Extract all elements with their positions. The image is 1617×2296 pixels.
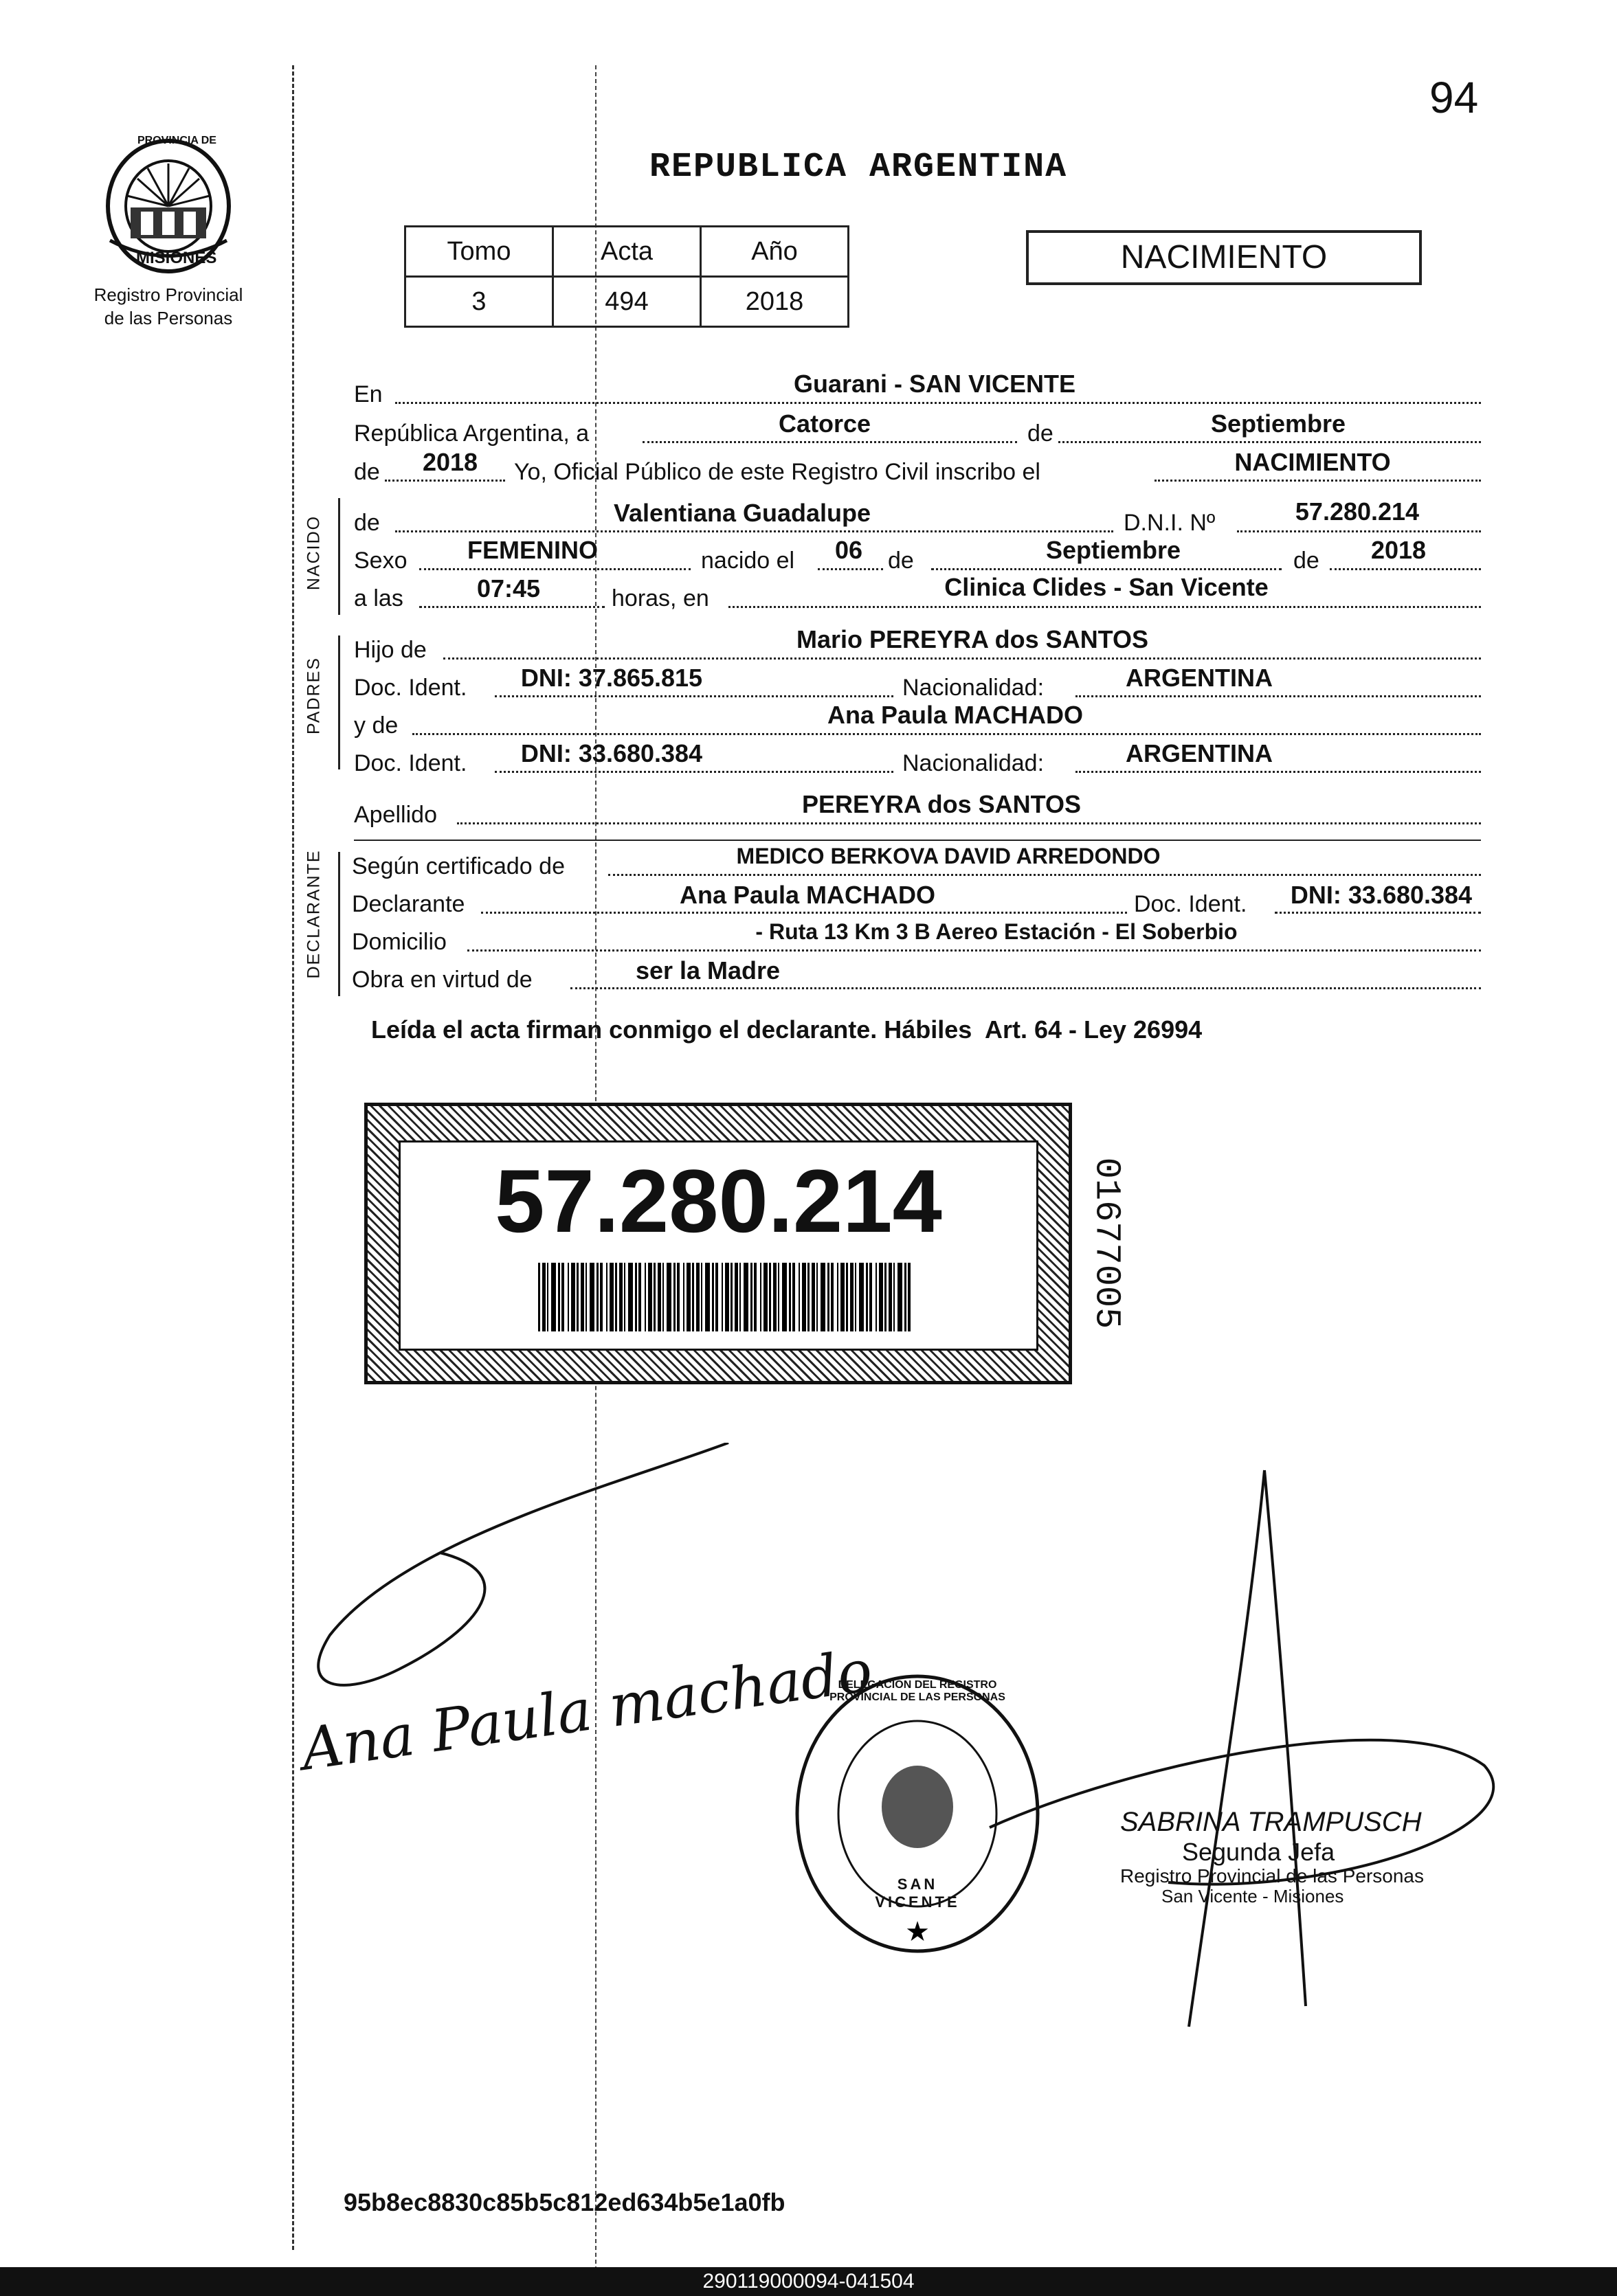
barcode-bar	[561, 1263, 564, 1331]
apellido-underline	[354, 840, 1481, 841]
domicilio-dots	[467, 949, 1481, 952]
doc2-dots	[495, 771, 893, 773]
left-margin-line	[292, 65, 294, 2250]
barcode-bar	[802, 1263, 806, 1331]
barcode-bar	[837, 1263, 838, 1331]
en-value: Guarani - SAN VICENTE	[793, 370, 1076, 398]
barcode-bar	[658, 1263, 661, 1331]
apellido-value: PEREYRA dos SANTOS	[801, 790, 1082, 818]
stamp-ring-text: DELEGACION DEL REGISTRO PROVINCIAL DE LAS PERSONAS	[829, 1679, 1005, 1703]
barcode-bar	[654, 1263, 656, 1331]
barcode-bar	[807, 1263, 810, 1331]
barcode-bar	[705, 1263, 710, 1331]
nombre-dots	[395, 530, 1113, 532]
dni-value: 57.280.214	[1295, 497, 1420, 526]
hijo-label: Hijo de	[354, 637, 427, 663]
id-label-serial: 01677005	[1086, 1157, 1127, 1329]
nacido-bracket	[338, 498, 340, 615]
nacido-mes-dots	[931, 568, 1282, 570]
sexo-dots	[419, 568, 691, 570]
table-value-tomo: 3	[405, 277, 553, 327]
barcode-bar	[769, 1263, 771, 1331]
barcode-bar	[696, 1263, 700, 1331]
id-label-box	[364, 1103, 1072, 1384]
section-declarante-label: DECLARANTE	[304, 849, 324, 979]
logo-top-text: PROVINCIA DE	[137, 135, 216, 146]
nac2-dots	[1075, 771, 1481, 773]
barcode-bar	[581, 1263, 584, 1331]
madre-value: Ana Paula MACHADO	[827, 701, 1084, 729]
nombre-label: de	[354, 510, 380, 536]
padres-bracket	[338, 635, 340, 769]
barcode-bar	[628, 1263, 633, 1331]
nac1-label: Nacionalidad:	[902, 675, 1045, 701]
table-header-anio: Año	[701, 227, 849, 277]
table-header-tomo: Tomo	[405, 227, 553, 277]
nacido-label: nacido el	[701, 548, 795, 574]
barcode-bar	[692, 1263, 694, 1331]
barcode-bar	[735, 1263, 738, 1331]
barcode-bar	[590, 1263, 594, 1331]
barcode-bar	[677, 1263, 680, 1331]
domicilio-label: Domicilio	[352, 929, 447, 955]
barcode-bar	[763, 1263, 768, 1331]
dia-value: Catorce	[778, 409, 871, 438]
certificado-value: MEDICO BERKOVA DAVID ARREDONDO	[736, 844, 1161, 868]
record-table	[404, 225, 849, 328]
barcode-bar	[869, 1263, 872, 1331]
nombre-value: Valentiana Guadalupe	[613, 499, 871, 527]
obra-label: Obra en virtud de	[352, 967, 533, 993]
oficial-text: Yo, Oficial Público de este Registro Civil inscribo el	[514, 459, 1040, 485]
declarante-bracket	[338, 852, 340, 996]
barcode-bar	[538, 1263, 540, 1331]
declarante-dots	[481, 912, 1127, 914]
doc2-value: DNI: 33.680.384	[520, 739, 703, 767]
hora-value: 07:45	[476, 574, 541, 603]
certificado-dots	[608, 874, 1481, 876]
domicilio-value: - Ruta 13 Km 3 B Aereo Estación - El Soberbio	[755, 919, 1238, 944]
barcode-bar	[850, 1263, 854, 1331]
barcode-bar	[600, 1263, 603, 1331]
id-label-inner	[399, 1140, 1038, 1351]
certificado-label: Según certificado de	[352, 853, 565, 879]
barcode-bar	[831, 1263, 834, 1331]
doc1-value: DNI: 37.865.815	[520, 664, 703, 692]
barcode-bar	[635, 1263, 637, 1331]
barcode-bar	[821, 1263, 825, 1331]
nacido-de1-label: de	[888, 548, 914, 574]
decl-doc-label: Doc. Ident.	[1134, 891, 1247, 917]
barcode-bar	[662, 1263, 664, 1331]
republica-dots-2	[1058, 441, 1481, 443]
barcode-bar	[638, 1263, 641, 1331]
en-label: En	[354, 381, 383, 407]
nacido-anio-value: 2018	[1370, 536, 1427, 564]
sexo-value: FEMENINO	[467, 536, 598, 564]
barcode-bar	[789, 1263, 791, 1331]
padre-value: Mario PEREYRA dos SANTOS	[796, 625, 1149, 653]
anio-dots	[385, 480, 505, 482]
barcode-bar	[571, 1263, 575, 1331]
barcode-bar	[596, 1263, 599, 1331]
doc1-dots	[495, 695, 893, 697]
de2-label: de	[354, 459, 380, 485]
barcode-bar	[667, 1263, 671, 1331]
section-nacido-label: NACIDO	[304, 515, 324, 591]
hora-dots	[419, 606, 605, 608]
nac1-dots	[1075, 695, 1481, 697]
barcode-bar	[648, 1263, 652, 1331]
dni-label: D.N.I. Nº	[1124, 510, 1216, 536]
svg-text:★: ★	[905, 1917, 930, 1947]
declarante-label: Declarante	[352, 891, 465, 917]
barcode-bar	[893, 1263, 895, 1331]
barcode-bar	[558, 1263, 560, 1331]
barcode-bar	[673, 1263, 676, 1331]
table-value-acta: 494	[553, 277, 701, 327]
barcode-bar	[731, 1263, 733, 1331]
barcode-bar	[722, 1263, 723, 1331]
barcode-bar	[908, 1263, 911, 1331]
nac1-value: ARGENTINA	[1126, 664, 1273, 692]
doc2-label: Doc. Ident.	[354, 750, 467, 776]
barcode-bar	[744, 1263, 748, 1331]
barcode-bar	[816, 1263, 818, 1331]
nacido-dia-dots	[818, 568, 883, 570]
decl-doc-value: DNI: 33.680.384	[1290, 881, 1473, 909]
barcode-bar	[624, 1263, 625, 1331]
officer-title: Segunda Jefa	[1182, 1838, 1335, 1866]
barcode-bar	[876, 1263, 877, 1331]
barcode-bar	[715, 1263, 718, 1331]
barcode-bar	[547, 1263, 548, 1331]
barcode-bar	[799, 1263, 800, 1331]
barcode-bar	[889, 1263, 892, 1331]
apellido-dots	[457, 822, 1481, 824]
declarante-value: Ana Paula MACHADO	[679, 881, 936, 909]
barcode-bar	[551, 1263, 556, 1331]
tipo-value: NACIMIENTO	[1234, 448, 1391, 476]
barcode-bar	[827, 1263, 829, 1331]
barcode-bar	[846, 1263, 848, 1331]
id-label-barcode	[538, 1263, 909, 1331]
tipo-dots	[1155, 480, 1481, 482]
barcode-bar	[577, 1263, 579, 1331]
barcode-bar	[750, 1263, 752, 1331]
stamp-ring-icon	[790, 1669, 1045, 1958]
barcode-bar	[619, 1263, 623, 1331]
footer-strip	[0, 2267, 1617, 2296]
record-table-values	[405, 277, 849, 327]
barcode-bar	[725, 1263, 729, 1331]
barcode-bar	[586, 1263, 587, 1331]
barcode-bar	[859, 1263, 864, 1331]
mes-value: Septiembre	[1210, 409, 1346, 438]
nac2-label: Nacionalidad:	[902, 750, 1045, 776]
padre-dots	[443, 657, 1481, 660]
barcode-bar	[879, 1263, 883, 1331]
record-table-header	[405, 227, 849, 277]
alas-label: a las	[354, 585, 403, 611]
horas-label: horas, en	[612, 585, 709, 611]
table-header-acta: Acta	[553, 227, 701, 277]
barcode-bar	[897, 1263, 902, 1331]
anio-value: 2018	[422, 448, 478, 476]
registry-name-2: de las Personas	[104, 308, 233, 328]
officer-name: SABRINA TRAMPUSCH	[1120, 1807, 1422, 1837]
barcode-bar	[712, 1263, 714, 1331]
apellido-label: Apellido	[354, 802, 437, 828]
barcode-bar	[855, 1263, 856, 1331]
republica-dots-1	[643, 441, 1017, 443]
en-dots	[395, 402, 1481, 404]
barcode-bar	[687, 1263, 691, 1331]
barcode-bar	[840, 1263, 845, 1331]
stamp-inner-text: SAN VICENTE	[875, 1876, 960, 1911]
yde-label: y de	[354, 712, 399, 739]
nacido-mes-value: Septiembre	[1045, 536, 1181, 564]
barcode-bar	[773, 1263, 777, 1331]
logo-bottom-text: MISIONES	[136, 249, 217, 267]
barcode-bar	[792, 1263, 795, 1331]
barcode-bar	[812, 1263, 815, 1331]
registry-name-1: Registro Provincial	[93, 284, 243, 305]
page-number: 94	[1429, 73, 1479, 122]
barcode-bar	[615, 1263, 617, 1331]
nacido-de2-label: de	[1293, 548, 1319, 574]
barcode-bar	[904, 1263, 906, 1331]
footer-code: 290119000094-041504	[702, 2270, 915, 2293]
lugar-value: Clinica Clides - San Vicente	[944, 573, 1269, 601]
barcode-bar	[778, 1263, 779, 1331]
officer-office: Registro Provincial de las Personas	[1120, 1865, 1424, 1887]
barcode-bar	[542, 1263, 546, 1331]
barcode-bar	[568, 1263, 569, 1331]
barcode-bar	[866, 1263, 868, 1331]
document-hash: 95b8ec8830c85b5c812ed634b5e1a0fb	[344, 2188, 785, 2216]
lugar-dots	[728, 606, 1481, 608]
de1-label: de	[1027, 420, 1053, 447]
nacido-anio-dots	[1330, 568, 1481, 570]
republica-label: República Argentina, a	[354, 420, 590, 447]
province-logo	[96, 131, 241, 275]
section-padres-label: PADRES	[304, 657, 324, 734]
barcode-bar	[683, 1263, 684, 1331]
nac2-value: ARGENTINA	[1126, 739, 1273, 767]
obra-value: ser la Madre	[635, 956, 781, 984]
obra-dots	[570, 987, 1481, 989]
barcode-bar	[701, 1263, 702, 1331]
barcode-bar	[760, 1263, 761, 1331]
office-stamp	[790, 1669, 1045, 1958]
barcode-bar	[739, 1263, 741, 1331]
country-title: REPUBLICA ARGENTINA	[649, 148, 1068, 187]
barcode-bar	[782, 1263, 787, 1331]
closing-text: Leída el acta firman conmigo el declarante. Hábiles Art. 64 - Ley 26994	[371, 1015, 1203, 1044]
id-label-number: 57.280.214	[495, 1151, 942, 1251]
declarant-signature: Ana Paula machado	[297, 1636, 877, 1783]
barcode-bar	[610, 1263, 614, 1331]
barcode-bar	[884, 1263, 886, 1331]
barcode-bar	[606, 1263, 607, 1331]
officer-location: San Vicente - Misiones	[1161, 1886, 1344, 1906]
table-value-anio: 2018	[701, 277, 849, 327]
dni-dots	[1237, 530, 1481, 532]
barcode-bar	[645, 1263, 646, 1331]
decl-doc-dots	[1275, 912, 1481, 914]
madre-dots	[412, 733, 1481, 735]
record-type-box: NACIMIENTO	[1026, 230, 1422, 285]
sexo-label: Sexo	[354, 548, 408, 574]
doc1-label: Doc. Ident.	[354, 675, 467, 701]
barcode-bar	[754, 1263, 757, 1331]
nacido-dia-value: 06	[834, 536, 863, 564]
